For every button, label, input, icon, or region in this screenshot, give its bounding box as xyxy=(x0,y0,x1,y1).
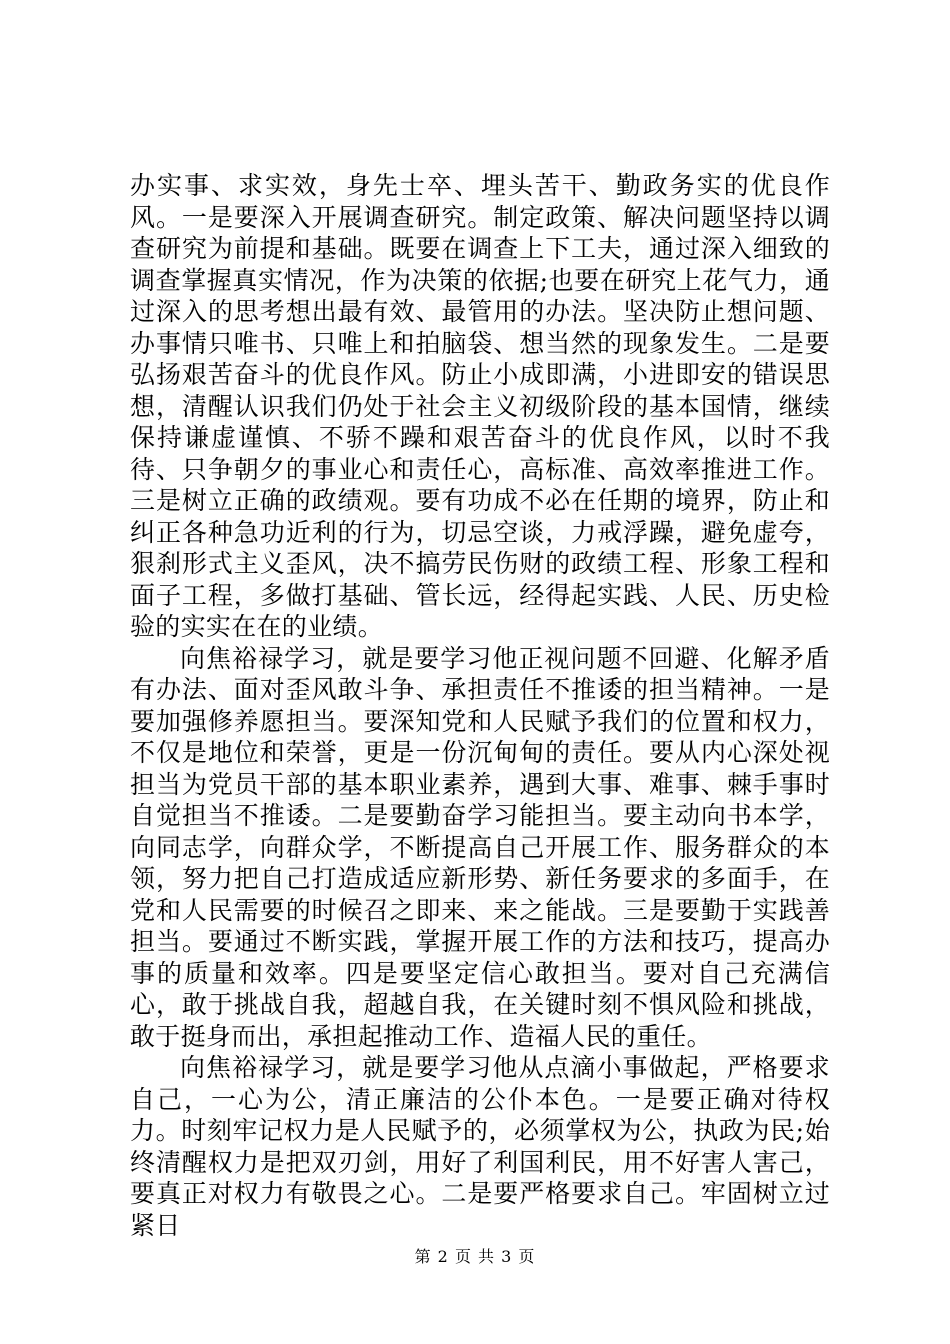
page-footer: 第 2 页 共 3 页 xyxy=(414,1247,536,1266)
paragraph-responsibility: 向焦裕禄学习，就是要学习他正视问题不回避、化解矛盾有办法、面对歪风敢斗争、承担责任不推诿的担当精神。一是要加强修养愿担当。要深知党和人民赋予我们的位置和权力，不仅是地位和荣誉，更是一份沉甸甸的责任。要从内心深处视担当为党员干部的基本职业素养，遇到大事、难事、棘手事时自觉担当不推诿。二是要勤奋学习能担当。要主动向书本学，向同志学，向群众学，不断提高自己开展工作、服务群众的本领，努力把自己打造成适应新形势、新任务要求的多面手，在党和人民需要的时候召之即来、来之能战。三是要勤于实践善担当。要通过不断实践，掌握开展工作的方法和技巧，提高办事的质量和效率。四是要坚定信心敢担当。要对自己充满信心，敢于挑战自我，超越自我，在关键时刻不惧风险和挑战，敢于挺身而出，承担起推动工作、造福人民的重任。 xyxy=(130,643,830,1051)
paragraph-continuation: 办实事、求实效，身先士卒、埋头苦干、勤政务实的优良作风。一是要深入开展调查研究。制定政策、解决问题坚持以调查研究为前提和基础。既要在调查上下工夫，通过深入细致的调查掌握真实情况，作为决策的依据;也要在研究上花气力，通过深入的思考想出最有效、最管用的办法。坚决防止想问题、办事情只唯书、只唯上和拍脑袋、想当然的现象发生。二是要弘扬艰苦奋斗的优良作风。防止小成即满，小进即安的错误思想，清醒认识我们仍处于社会主义初级阶段的基本国情，继续保持谦虚谨慎、不骄不躁和艰苦奋斗的优良作风，以时不我待、只争朝夕的事业心和责任心，高标准、高效率推进工作。三是树立正确的政绩观。要有功成不必在任期的境界，防止和纠正各种急功近利的行为，切忌空谈，力戒浮躁，避免虚夸，狠刹形式主义歪风，决不搞劳民伤财的政绩工程、形象工程和面子工程，多做打基础、管长远，经得起实践、人民、历史检验的实实在在的业绩。 xyxy=(130,171,830,641)
document-body xyxy=(130,170,830,1241)
paragraph-integrity: 向焦裕禄学习，就是要学习他从点滴小事做起，严格要求自己，一心为公，清正廉洁的公仆本色。一是要正确对待权力。时刻牢记权力是人民赋予的，必须掌权为公，执政为民;始终清醒权力是把双刃剑，用好了利国利民，用不好害人害己，要真正对权力有敬畏之心。二是要严格要求自己。牢固树立过紧日 xyxy=(130,1053,830,1240)
